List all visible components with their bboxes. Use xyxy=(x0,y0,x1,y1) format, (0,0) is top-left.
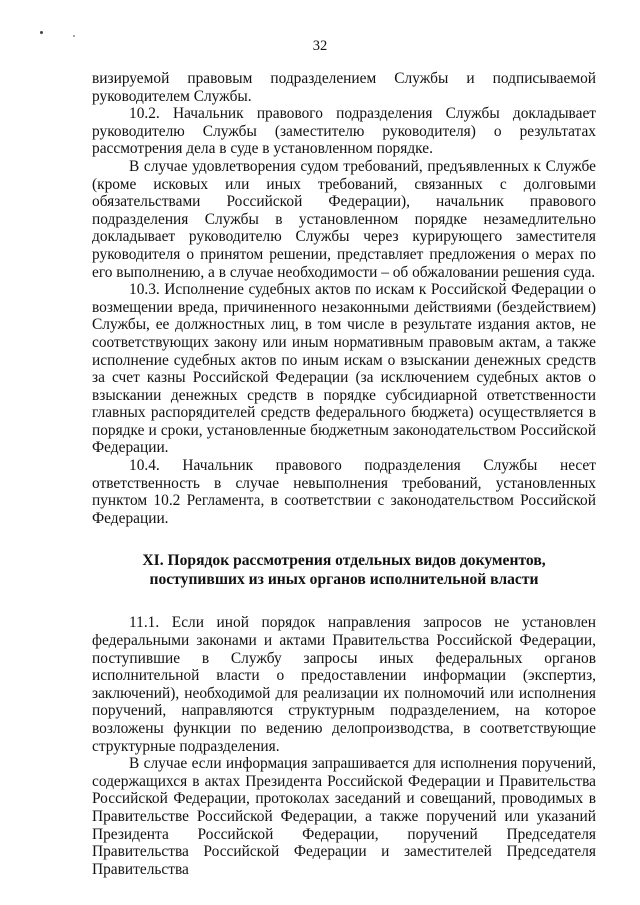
paragraph-p-continued: визируемой правовым подразделением Службы и подписываемой руководителем Службы. xyxy=(92,70,596,105)
section-x-continuation xyxy=(92,70,596,527)
section-heading xyxy=(92,552,596,589)
document-body xyxy=(92,70,596,878)
paragraph-p-10-4: 10.4. Начальник правового подразделения Службы несет ответственность в случае невыполнения требований, установленных пунктом 10.2 Регламента, в соответствии с законодательством Российской Федерации. xyxy=(92,457,596,527)
section-xi-body xyxy=(92,614,596,878)
page-number: 32 xyxy=(312,38,328,54)
paragraph-p-11-1: 11.1. Если иной порядок направления запросов не установлен федеральными законами и актами Правительства Российской Федерации, поступившие в Службу запросы иных федеральных органов исполнительной власти о предоставлении информации (экспертиз, заключений), необходимой для реализации их полномочий или исполнения поручений, направляются структурным подразделением, на которое возложены функции по ведению делопроизводства, в соответствующие структурные подразделения. xyxy=(92,614,596,755)
scan-speck xyxy=(40,31,43,34)
section-heading-line-1: XI. Порядок рассмотрения отдельных видов документов, xyxy=(142,552,546,570)
section-heading-line-2: поступивших из иных органов исполнительной власти xyxy=(149,570,539,588)
paragraph-p-10-2: 10.2. Начальник правового подразделения Службы докладывает руководителю Службы (заместителю руководителя) о результатах рассмотрения дела в суде в установленном порядке. xyxy=(92,105,596,158)
scan-speck xyxy=(73,35,75,37)
paragraph-p-10-2-b: В случае удовлетворения судом требований, предъявленных к Службе (кроме исковых или иных требований, связанных с долговыми обязательствами Российской Федерации), начальник правового подразделения Службы в установленном порядке незамедлительно докладывает руководителю Службы через курирующего заместителя руководителя о принятом решении, представляет предложения о мерах по его выполнению, а в случае необходимости – об обжаловании решения суда. xyxy=(92,157,596,281)
paragraph-p-10-3: 10.3. Исполнение судебных актов по искам к Российской Федерации о возмещении вреда, причиненного незаконными действиями (бездействием) Службы, ее должностных лиц, в том числе в результате издания актов, не соответствующих закону или иным нормативным правовым актам, а также исполнение судебных актов по иным искам о взыскании денежных средств за счет казны Российской Федерации (за исключением судебных актов о взыскании денежных средств в порядке субсидиарной ответственности главных распорядителей средств федерального бюджета) осуществляется в порядке и сроки, установленные бюджетным законодательством Российской Федерации. xyxy=(92,281,596,457)
paragraph-p-11-1-b: В случае если информация запрашивается для исполнения поручений, содержащихся в актах Президента Российской Федерации и Правительства Российской Федерации, протоколах заседаний и совещаний, проводимых в Правительстве Российской Федерации, а также поручений или указаний Президента Российской Федерации, поручений Председателя Правительства Российской Федерации и заместителей Председателя Правительства xyxy=(92,755,596,878)
